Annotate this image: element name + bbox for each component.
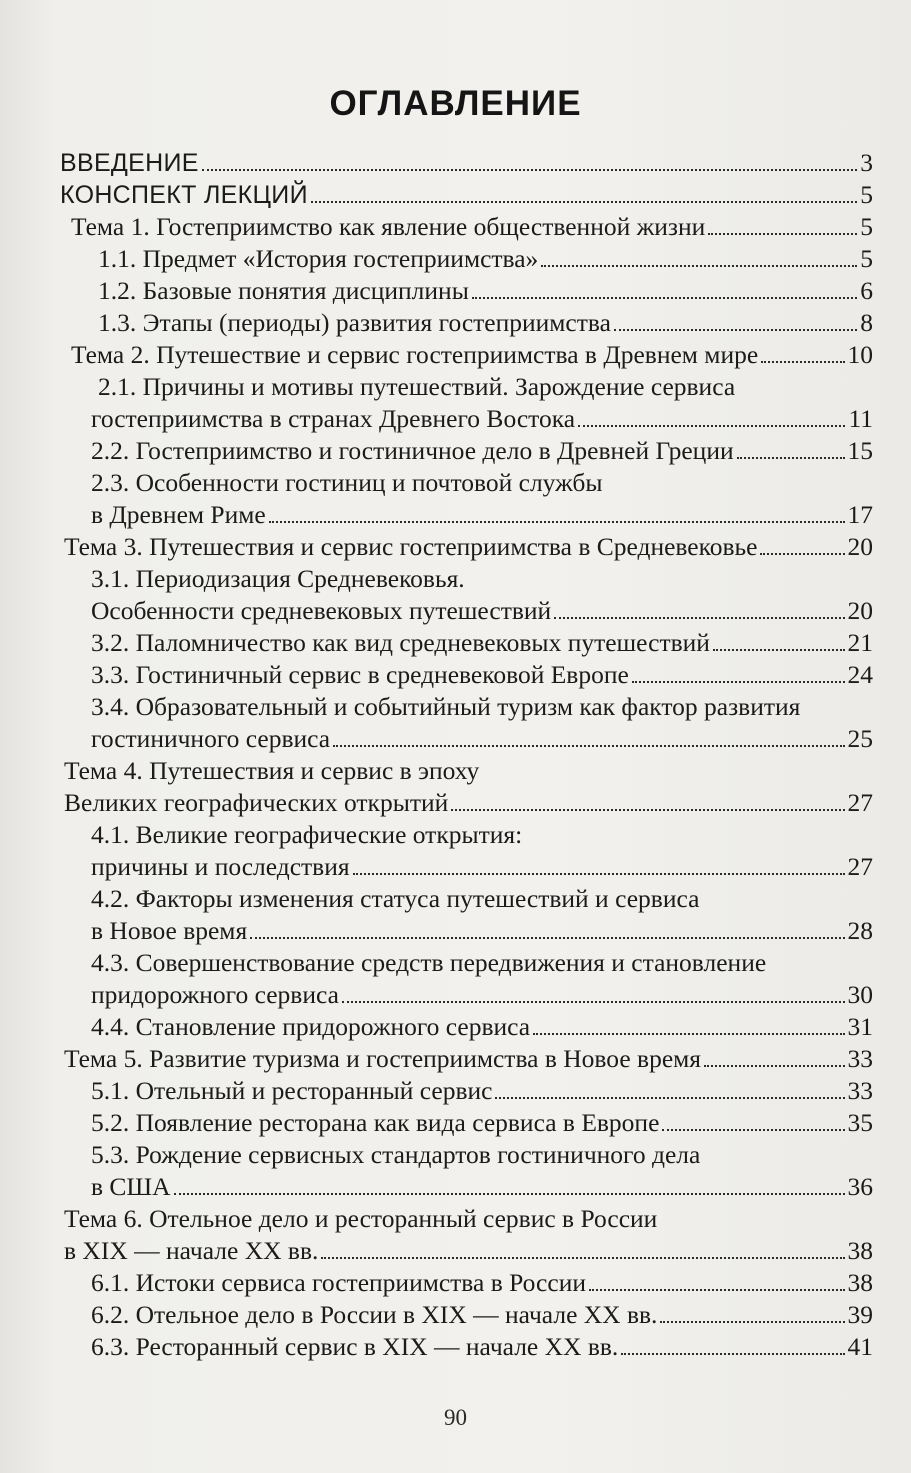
toc-leader-dots [761,360,844,363]
toc-entry-page: 3 [860,148,873,177]
toc-entry-title: 5.1. Отельный и ресторанный сервис [91,1076,493,1105]
toc-entry-page: 35 [847,1108,873,1137]
toc-entry-title: Тема 1. Гостеприимство как явление общественной жизни [71,212,706,241]
toc-entry-title: в Новое время [91,916,248,945]
toc-entry-title: 6.3. Ресторанный сервис в XIX — начале XX вв. [91,1332,619,1361]
toc-entry-page: 25 [847,724,873,753]
toc-entry-title: гостеприимства в странах Древнего Востока [91,404,576,433]
toc-entry-page: 21 [847,628,873,657]
toc-leader-dots [660,1320,844,1323]
toc-entry-page: 36 [847,1172,873,1201]
toc-entry-title: 1.2. Базовые понятия дисциплины [98,276,469,305]
toc-entry-title: гостиничного сервиса [91,724,331,753]
toc-entry-4-1-line1: 4.1. Великие географические открытия: [91,820,523,849]
toc-entry-page: 8 [860,308,873,337]
toc-entry-page: 27 [847,852,873,881]
toc-entry-page: 5 [860,180,873,209]
toc-entry-title: 4.4. Становление придорожного сервиса [91,1012,531,1041]
toc-entry-4-2-line1: 4.2. Факторы изменения статуса путешествий и сервиса [91,884,700,913]
page-title: ОГЛАВЛЕНИЕ [329,84,582,123]
toc-entry-title: 3.2. Паломничество как вид средневековых путешествий [91,628,710,657]
toc-leader-dots [578,424,845,427]
toc-entry-page: 38 [847,1236,873,1265]
toc-entry-1-2[interactable] [98,274,873,306]
toc-entry-5-2[interactable] [91,1106,873,1138]
toc-leader-dots [541,264,857,267]
toc-entry-topic-4[interactable] [64,786,873,818]
toc-entry-lectures[interactable] [60,178,873,210]
toc-leader-dots [250,936,844,939]
toc-leader-dots [533,1032,844,1035]
toc-entry-page: 38 [847,1268,873,1297]
toc-entry-page: 33 [847,1044,873,1073]
toc-entry-3-2[interactable] [91,626,873,658]
toc-leader-dots [704,1064,844,1067]
toc-entry-6-1[interactable] [91,1266,873,1298]
toc-entry-topic-5[interactable] [64,1042,873,1074]
toc-leader-dots [708,232,857,235]
toc-entry-title: 5.2. Появление ресторана как вида сервиса в Европе [91,1108,660,1137]
toc-entry-page: 30 [847,980,873,1009]
toc-leader-dots [353,872,845,875]
toc-entry-topic-2[interactable] [71,338,873,370]
toc-entry-title: ВВЕДЕНИЕ [60,149,199,177]
toc-leader-dots [451,808,844,811]
toc-entry-3-4-line1: 3.4. Образовательный и событийный туризм как фактор развития [91,692,801,721]
toc-entry-title: Тема 2. Путешествие и сервис гостеприимства в Древнем мире [71,340,759,369]
toc-entry-4-3[interactable] [91,978,873,1010]
toc-entry-topic-1[interactable] [71,210,873,242]
toc-entry-4-1[interactable] [91,850,873,882]
toc-leader-dots [174,1192,845,1195]
toc-entry-title: 3.3. Гостиничный сервис в средневековой Европе [91,660,629,689]
toc-leader-dots [713,648,845,651]
toc-entry-title: 1.1. Предмет «История гостеприимства» [98,244,539,273]
toc-entry-title: 2.2. Гостеприимство и гостиничное дело в Древней Греции [91,436,734,465]
toc-entry-2-3[interactable] [91,498,873,530]
toc-entry-title: в США [91,1172,171,1201]
toc-entry-4-4[interactable] [91,1010,873,1042]
toc-leader-dots [495,1096,844,1099]
toc-entry-topic-6-line1: Тема 6. Отельное дело и ресторанный сервис в России [64,1204,658,1233]
toc-entry-3-3[interactable] [91,658,873,690]
toc-leader-dots [202,168,858,171]
toc-entry-2-1[interactable] [91,402,873,434]
toc-leader-dots [589,1288,845,1291]
toc-entry-page: 28 [847,916,873,945]
toc-entry-page: 27 [847,788,873,817]
toc-entry-title: Тема 5. Развитие туризма и гостеприимства в Новое время [64,1044,702,1073]
toc-entry-topic-6[interactable] [64,1234,873,1266]
toc-leader-dots [662,1128,844,1131]
toc-entry-4-3-line1: 4.3. Совершенствование средств передвижения и становление [91,948,767,977]
toc-entry-title: 1.3. Этапы (периоды) развития гостеприимства [98,308,611,337]
toc-leader-dots [737,456,845,459]
toc-entry-6-2[interactable] [91,1298,873,1330]
toc-entry-page: 39 [847,1300,873,1329]
toc-entry-3-1-line1: 3.1. Периодизация Средневековья. [91,564,465,593]
toc-entry-page: 17 [847,500,873,529]
toc-entry-2-2[interactable] [91,434,873,466]
toc-leader-dots [554,616,844,619]
toc-entry-5-3[interactable] [91,1170,873,1202]
toc-leader-dots [333,744,844,747]
toc-entry-page: 5 [860,212,873,241]
toc-entry-5-1[interactable] [91,1074,873,1106]
toc-entry-topic-4-line1: Тема 4. Путешествия и сервис в эпоху [64,756,480,785]
toc-entry-2-1-line1: 2.1. Причины и мотивы путешествий. Зарождение сервиса [98,372,736,401]
toc-entry-6-3[interactable] [91,1330,873,1362]
toc-entry-1-1[interactable] [98,242,873,274]
toc-leader-dots [311,200,857,203]
toc-leader-dots [621,1352,844,1355]
toc-entry-title: КОНСПЕКТ ЛЕКЦИЙ [60,181,308,209]
toc-entry-title: в Древнем Риме [91,500,266,529]
toc-entry-page: 5 [860,244,873,273]
toc-leader-dots [614,328,857,331]
toc-leader-dots [760,552,844,555]
toc-leader-dots [321,1256,844,1259]
toc-entry-title: Тема 3. Путешествия и сервис гостеприимства в Средневековье [64,532,758,561]
toc-entry-page: 41 [847,1332,873,1361]
toc-entry-title: 6.1. Истоки сервиса гостеприимства в России [91,1268,586,1297]
toc-leader-dots [342,1000,845,1003]
toc-entry-title: Великих географических открытий [64,788,449,817]
toc-entry-introduction[interactable] [60,146,873,178]
toc-leader-dots [269,520,845,523]
page-number: 90 [444,1405,467,1430]
toc-entry-title: 6.2. Отельное дело в России в XIX — начале XX вв. [91,1300,658,1329]
toc-entry-title: Особенности средневековых путешествий [91,596,552,625]
toc-entry-3-1[interactable] [91,594,873,626]
toc-entry-page: 15 [847,436,873,465]
toc-entry-title: в XIX — начале XX вв. [64,1236,319,1265]
toc-leader-dots [632,680,845,683]
toc-entry-page: 20 [847,596,873,625]
toc-entry-title: придорожного сервиса [91,980,339,1009]
toc-entry-page: 11 [848,404,873,433]
toc-entry-page: 20 [847,532,873,561]
toc-entry-4-2[interactable] [91,914,873,946]
toc-entry-page: 6 [860,276,873,305]
toc-leader-dots [472,296,857,299]
toc-entry-page: 31 [847,1012,873,1041]
toc-entry-page: 24 [847,660,873,689]
toc-entry-1-3[interactable] [98,306,873,338]
toc-entry-topic-3[interactable] [64,530,873,562]
toc-entry-5-3-line1: 5.3. Рождение сервисных стандартов гостиничного дела [91,1140,701,1169]
toc-entry-page: 33 [847,1076,873,1105]
toc-entry-3-4[interactable] [91,722,873,754]
toc-entry-title: причины и последствия [91,852,350,881]
toc-entry-page: 10 [847,340,873,369]
toc-entry-2-3-line1: 2.3. Особенности гостиниц и почтовой службы [91,468,603,497]
